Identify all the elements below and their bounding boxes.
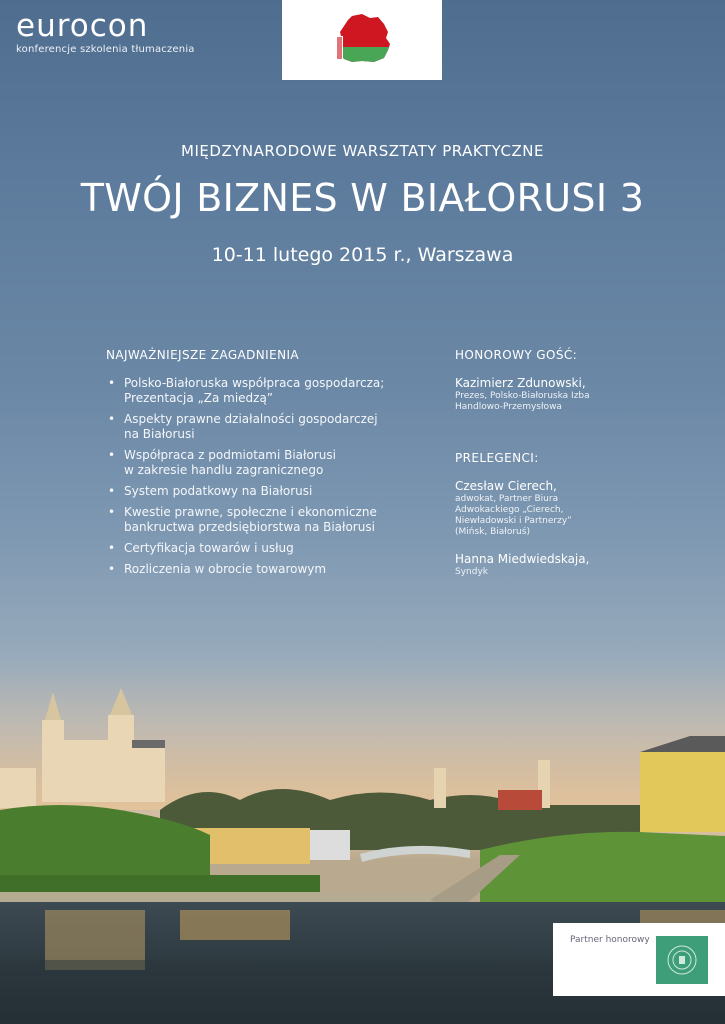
partner-label: Partner honorowy — [570, 935, 650, 945]
topic-item — [106, 562, 406, 577]
topic-item — [106, 505, 406, 535]
person-name: Hanna Miedwiedskaja, — [455, 552, 590, 566]
belarus-map-icon — [334, 14, 392, 64]
topic-line: Polsko-Białoruska współpraca gospodarcza; — [124, 376, 385, 390]
topic-line: bankructwa przedsiębiorstwa na Białorusi — [124, 520, 375, 534]
topic-line: Certyfikacja towarów i usług — [124, 541, 294, 555]
person-name: Kazimierz Zdunowski, — [455, 376, 586, 390]
speaker — [455, 479, 625, 538]
eurocon-logo — [16, 10, 195, 55]
belarus-map-flag — [282, 0, 442, 80]
person-role: adwokat, Partner Biura Adwokackiego „Cierech, Niewładowski i Partnerzy” (Mińsk, Białoruś) — [455, 494, 572, 537]
topic-line: Prezentacja „Za miedzą” — [124, 391, 274, 405]
person-role: Prezes, Polsko-Białoruska Izba Handlowo-Przemysłowa — [455, 391, 590, 412]
topics-list — [106, 376, 406, 577]
honorary-guest-heading: HONOROWY GOŚĆ: — [455, 348, 578, 362]
topic-line: System podatkowy na Białorusi — [124, 484, 313, 498]
people-section — [455, 348, 625, 592]
person-name: Czesław Cierech, — [455, 479, 557, 493]
topic-item — [106, 412, 406, 442]
topic-line: na Białorusi — [124, 427, 195, 441]
topic-item — [106, 484, 406, 499]
topic-item — [106, 448, 406, 478]
topic-line: w zakresie handlu zagranicznego — [124, 463, 324, 477]
event-title: TWÓJ BIZNES W BIAŁORUSI 3 — [80, 176, 645, 220]
topic-item — [106, 541, 406, 556]
topic-line: Rozliczenia w obrocie towarowym — [124, 562, 327, 576]
honorary-partner-box — [553, 923, 725, 996]
topics-section — [106, 348, 406, 583]
person-role: Syndyk — [455, 567, 488, 577]
topics-heading: NAJWAŻNIEJSZE ZAGADNIENIA — [106, 348, 300, 362]
honorary-guest — [455, 376, 625, 413]
event-date-location: 10-11 lutego 2015 r., Warszawa — [211, 244, 514, 266]
topic-line: Współpraca z podmiotami Białorusi — [124, 448, 336, 462]
topic-line: Aspekty prawne działalności gospodarczej — [124, 412, 378, 426]
speaker — [455, 552, 625, 578]
event-subtitle: MIĘDZYNARODOWE WARSZTATY PRAKTYCZNE — [181, 142, 544, 160]
topic-line: Kwestie prawne, społeczne i ekonomiczne — [124, 505, 377, 519]
partner-seal-logo — [656, 936, 708, 984]
speakers-heading: PRELEGENCI: — [455, 451, 539, 465]
brand-name: eurocon — [16, 8, 149, 44]
brand-tagline: konferencje szkolenia tłumaczenia — [16, 44, 195, 55]
topic-item — [106, 376, 406, 406]
